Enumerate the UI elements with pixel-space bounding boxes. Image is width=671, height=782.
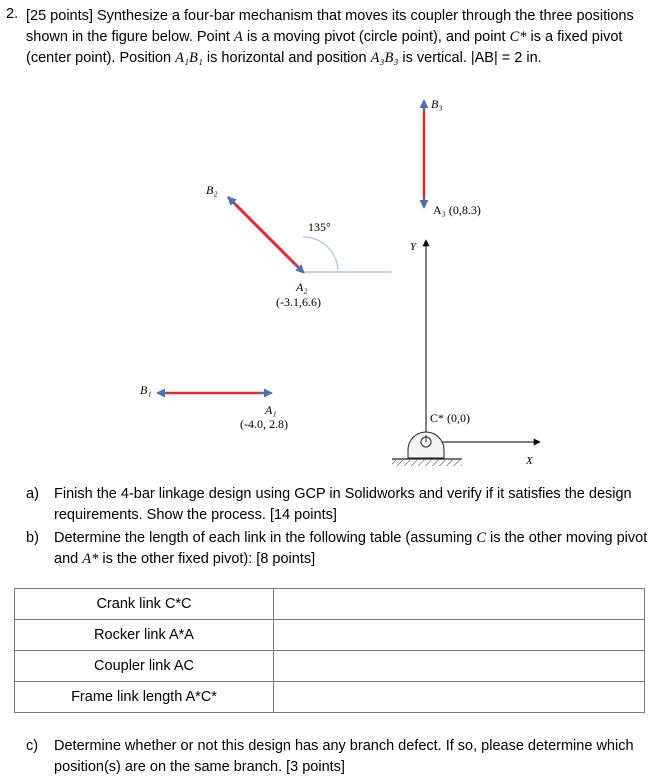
label-angle: 135° bbox=[308, 220, 331, 234]
table-row bbox=[15, 651, 645, 682]
label-b3: B₃ bbox=[431, 97, 443, 111]
label-a1-coord: (-4.0, 2.8) bbox=[240, 417, 288, 431]
row-value-frame[interactable] bbox=[274, 682, 645, 713]
row-value-crank[interactable] bbox=[274, 589, 645, 620]
label-b2: B₂ bbox=[206, 183, 218, 197]
position-3-symbol: A₃B₃ bbox=[370, 50, 399, 66]
table-row bbox=[15, 620, 645, 651]
point-c-star-symbol: C* bbox=[509, 29, 527, 45]
row-value-rocker[interactable] bbox=[274, 620, 645, 651]
points-label: [25 points] bbox=[26, 8, 93, 24]
part-a bbox=[26, 484, 662, 526]
part-b-c-symbol: C bbox=[476, 530, 487, 546]
table-row bbox=[15, 682, 645, 713]
part-b-a-star-symbol: A* bbox=[82, 551, 99, 567]
angle-arc bbox=[303, 237, 338, 270]
row-value-coupler[interactable] bbox=[274, 651, 645, 682]
part-b bbox=[26, 528, 662, 570]
intro-part-1: Synthesize a four-bar mechanism that moves its coupler through the three positions shown in the figure below. Point bbox=[26, 8, 634, 45]
a2-arrow bbox=[295, 264, 304, 273]
label-axis-y: Y bbox=[410, 241, 417, 253]
link-length-table bbox=[14, 588, 645, 713]
intro-part-4: is horizontal and position bbox=[202, 50, 371, 66]
table-row bbox=[15, 589, 645, 620]
row-label-crank: Crank link C*C bbox=[15, 589, 274, 620]
intro-part-2: is a moving pivot (circle point), and point bbox=[242, 29, 510, 45]
label-a2: A₂ bbox=[296, 280, 308, 294]
intro-part-5: is vertical. |AB| = 2 in. bbox=[398, 50, 542, 66]
question-number: 2. bbox=[6, 6, 19, 22]
label-a2-coord: (-3.1,6.6) bbox=[276, 295, 321, 309]
part-b-text-2: is the other moving pivot and bbox=[54, 530, 648, 567]
intro-part-3: is a fixed pivot (center point). Position bbox=[26, 29, 623, 66]
label-axis-x: X bbox=[526, 455, 533, 467]
part-b-text-1: Determine the length of each link in the following table (assuming bbox=[54, 530, 477, 546]
part-c-text: Determine whether or not this design has any branch defect. If so, please determine which position(s) are on the same branch. [3 points] bbox=[54, 738, 634, 775]
part-c-tag: c) bbox=[26, 738, 39, 754]
label-c-star: C* (0,0) bbox=[430, 411, 470, 425]
part-b-text bbox=[54, 528, 662, 570]
label-b1: B₁ bbox=[140, 383, 152, 397]
point-a-symbol: A bbox=[233, 29, 243, 45]
label-a3: A₃ (0,8.3) bbox=[433, 203, 481, 217]
fixed-pivot-icon bbox=[392, 432, 462, 466]
part-a-tag: a) bbox=[26, 486, 39, 502]
link-a2b2 bbox=[228, 197, 303, 272]
position-1-symbol: A₁B₁ bbox=[175, 50, 203, 66]
part-b-tag: b) bbox=[26, 530, 39, 546]
row-label-rocker: Rocker link A*A bbox=[15, 620, 274, 651]
part-b-text-3: is the other fixed pivot): [8 points] bbox=[98, 551, 316, 567]
row-label-coupler: Coupler link AC bbox=[15, 651, 274, 682]
row-label-frame: Frame link length A*C* bbox=[15, 682, 274, 713]
label-a1: A₁ bbox=[265, 403, 277, 417]
b2-arrow bbox=[228, 197, 236, 205]
part-c bbox=[26, 736, 662, 778]
part-a-text: Finish the 4-bar linkage design using GCP in Solidworks and verify if it satisfies the design requirements. Show the process. [14 points] bbox=[54, 486, 632, 523]
